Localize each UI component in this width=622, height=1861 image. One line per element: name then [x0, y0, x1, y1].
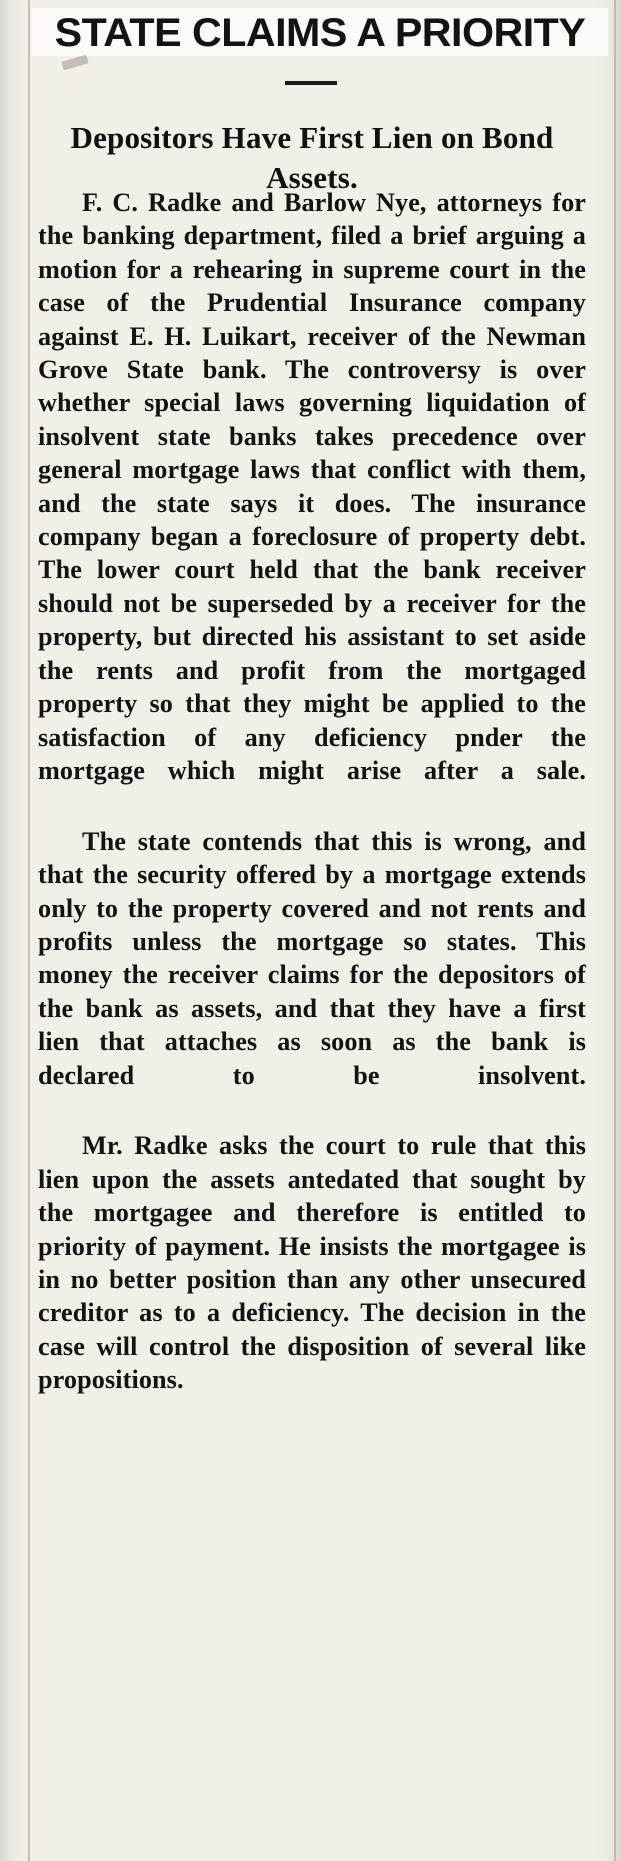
article-body — [38, 186, 586, 1430]
headline-block — [40, 8, 600, 56]
article-paragraph: Mr. Radke asks the court to rule that this lien upon the assets antedated that sought by the mortgagee and therefore is entitled to priority of payment. He insists the mortgagee is in no better position than any other unsecured creditor as to a deficiency. The decision in the case will control the disposition of several like propositions. — [38, 1131, 586, 1395]
divider-wrapper — [22, 72, 600, 90]
column-rule-right — [614, 0, 616, 1861]
page-title: STATE CLAIMS A PRIORITY — [32, 8, 609, 56]
subheadline: Depositors Have First Lien on Bond Assets. — [70, 119, 554, 196]
ink-smudge — [61, 55, 88, 71]
article-paragraph: F. C. Radke and Barlow Nye, attorneys for the banking department, filed a brief arguing a motion for a rehearing in supreme court in the case of the Prudential Insurance company against E. H. Luikart, receiver of the Newman Grove State bank. The controversy is over whether special laws governing liquidation of insolvent state banks takes precedence over general mortgage laws that conflict with them, and the state says it does. The insurance company began a foreclosure of property debt. The lower court held that the bank receiver should not be superseded by a receiver for the property, but directed his assistant to set aside the rents and profit from the mortgaged property so that they might be applied to the satisfaction of any deficiency pnder the mortgage which might arise after a sale. — [38, 188, 586, 785]
article-paragraph: The state contends that this is wrong, and that the security offered by a mortgage extends only to the property covered and not rents and profits unless the mortgage so states. This money the receiver claims for the depositors of the bank as assets, and that they have a first lien that attaches as soon as the bank is declared to be insolvent. — [38, 826, 586, 1090]
article-column — [22, 0, 600, 1861]
section-divider — [285, 81, 337, 85]
column-rule-left — [28, 0, 30, 1861]
